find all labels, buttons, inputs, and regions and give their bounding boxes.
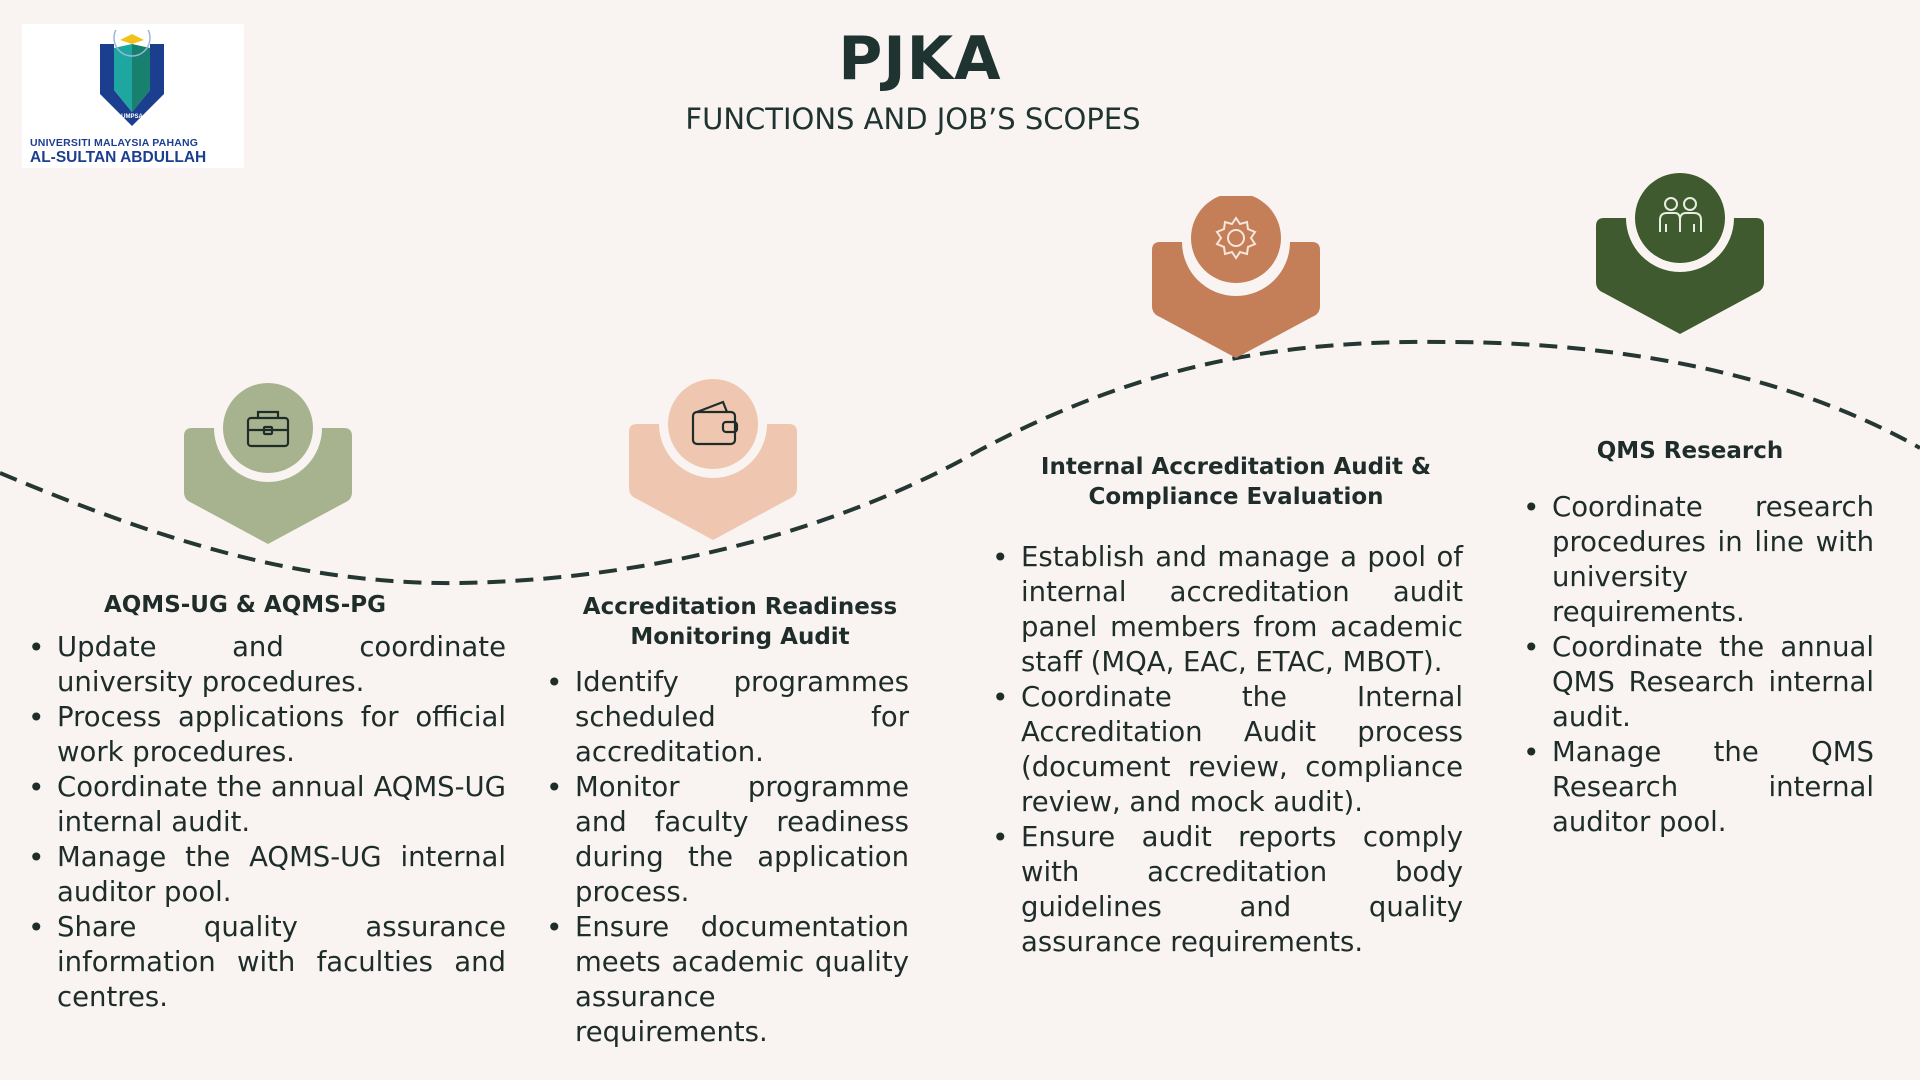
- page-title: PJKA: [838, 24, 1002, 94]
- list-item: • Manage the AQMS-UG internal auditor pool.: [28, 840, 506, 910]
- svg-text:UMPSA: UMPSA: [121, 114, 143, 120]
- list-item: • Coordinate the annual QMS Research internal audit.: [1523, 630, 1874, 735]
- list-item: • Update and coordinate university procedures.: [28, 630, 506, 700]
- list-item: • Coordinate the Internal Accreditation Audit process (document review, compliance review, and mock audit).: [992, 680, 1463, 820]
- column-list-aqms: [28, 630, 506, 1015]
- list-item: • Coordinate research procedures in line with university requirements.: [1523, 490, 1874, 630]
- column-list-internal-audit: [992, 540, 1463, 960]
- badge-internal-audit: [1150, 196, 1322, 360]
- page-subtitle: FUNCTIONS AND JOB’S SCOPES: [685, 102, 1141, 136]
- list-item: • Process applications for official work procedures.: [28, 700, 506, 770]
- list-item: • Monitor programme and faculty readiness during the application process.: [546, 770, 909, 910]
- list-item: • Establish and manage a pool of internal accreditation audit panel members from academic staff (MQA, EAC, ETAC, MBOT).: [992, 540, 1463, 680]
- list-item: • Coordinate the annual AQMS-UG internal audit.: [28, 770, 506, 840]
- list-item: • Manage the QMS Research internal auditor pool.: [1523, 735, 1874, 840]
- column-title-internal-audit: Internal Accreditation Audit & Compliance Evaluation: [1040, 454, 1432, 510]
- column-title-readiness: Accreditation Readiness Monitoring Audit: [582, 594, 898, 650]
- list-item: • Identify programmes scheduled for accreditation.: [546, 665, 909, 770]
- column-title-qms-research: QMS Research: [1596, 438, 1784, 464]
- list-item: • Ensure audit reports comply with accreditation body guidelines and quality assurance requirements.: [992, 820, 1463, 960]
- badge-aqms: [182, 382, 354, 546]
- column-list-qms-research: [1523, 490, 1874, 840]
- badge-readiness: [627, 378, 799, 542]
- list-item: • Ensure documentation meets academic quality assurance requirements.: [546, 910, 909, 1050]
- badge-qms-research: [1594, 172, 1766, 336]
- logo-university-name: UNIVERSITI MALAYSIA PAHANG: [30, 137, 199, 149]
- logo-university-subname: AL-SULTAN ABDULLAH: [30, 149, 207, 166]
- column-list-readiness: [546, 665, 909, 1050]
- list-item: • Share quality assurance information with faculties and centres.: [28, 910, 506, 1015]
- column-title-aqms: AQMS-UG & AQMS-PG: [103, 592, 387, 618]
